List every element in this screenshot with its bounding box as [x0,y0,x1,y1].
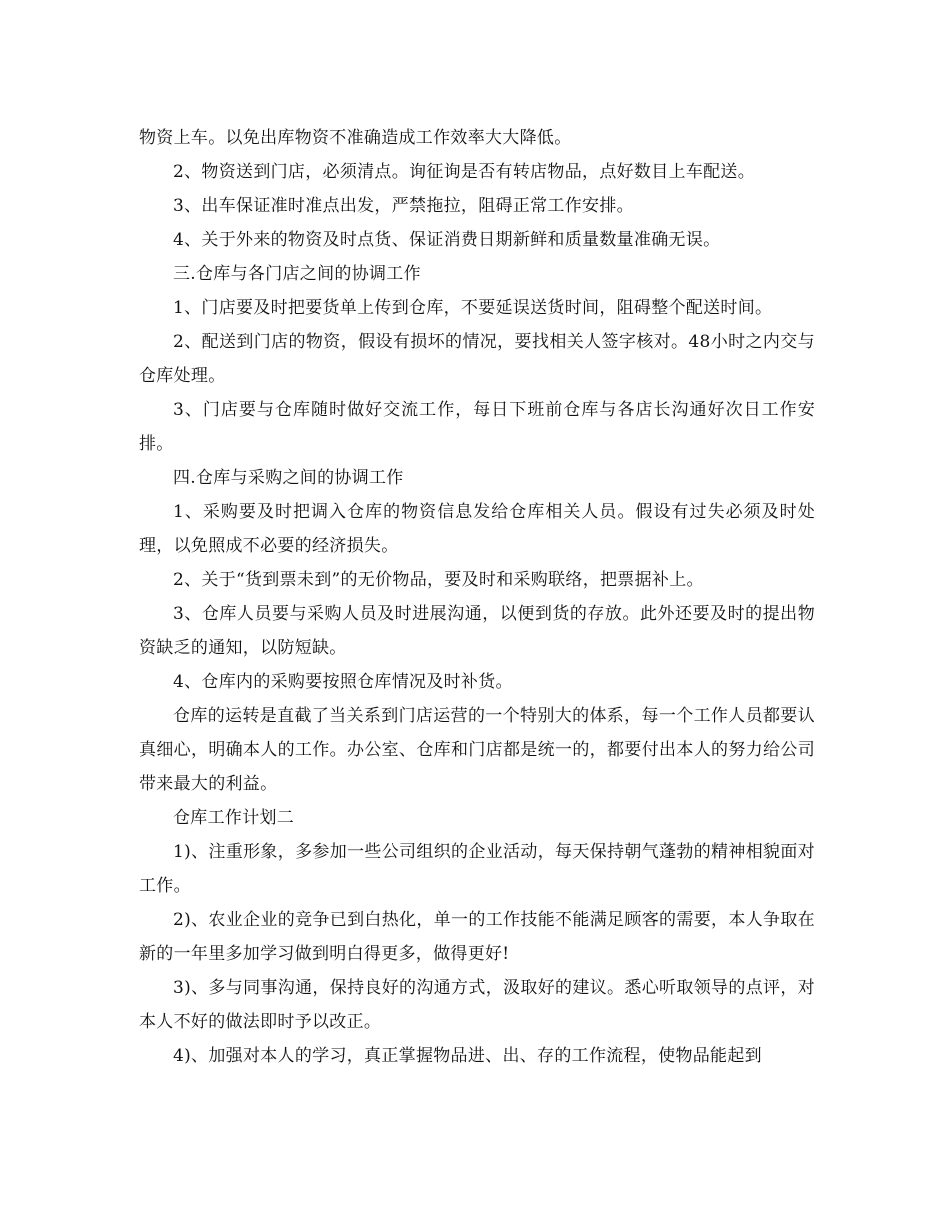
paragraph: 4、仓库内的采购要按照仓库情况及时补货。 [173,672,513,692]
paragraph: 4、关于外来的物资及时点货、保证消费日期新鲜和质量数量准确无误。 [173,230,721,250]
paragraph: 4)、加强对本人的学习，真正掌握物品进、出、存的工作流程，使物品能起到 [173,1046,762,1066]
paragraph: 3)、多与同事沟通，保持良好的沟通方式，汲取好的建议。悉心听取领导的点评，对本人不好的做法即时予以改正。 [139,978,815,1032]
paragraph: 仓库的运转是直截了当关系到门店运营的一个特别大的体系，每一个工作人员都要认真细心，明确本人的工作。办公室、仓库和门店都是统一的，都要付出本人的努力给公司带来最大的利益。 [139,706,815,794]
paragraph: 3、出车保证准时准点出发，严禁拖拉，阻碍正常工作安排。 [173,196,634,216]
paragraph: 1)、注重形象，多参加一些公司组织的企业活动，每天保持朝气蓬勃的精神相貌面对工作。 [139,842,815,896]
paragraph: 3、仓库人员要与采购人员及时进展沟通，以便到货的存放。此外还要及时的提出物资缺乏的通知，以防短缺。 [139,604,815,658]
paragraph: 2、配送到门店的物资，假设有损坏的情况，要找相关人签字核对。48小时之内交与仓库处理。 [139,332,815,386]
paragraph: 物资上车。以免出库物资不准确造成工作效率大大降低。 [139,128,572,148]
section-heading: 仓库工作计划二 [173,808,295,828]
paragraph: 2、关于“货到票未到”的无价物品，要及时和采购联络，把票据补上。 [173,570,704,590]
paragraph: 1、采购要及时把调入仓库的物资信息发给仓库相关人员。假设有过失必须及时处理，以免照成不必要的经济损失。 [139,502,815,556]
paragraph: 2)、农业企业的竞争已到白热化，单一的工作技能不能满足顾客的需要，本人争取在新的一年里多加学习做到明白得更多，做得更好! [139,910,815,964]
paragraph: 1、门店要及时把要货单上传到仓库，不要延误送货时间，阻碍整个配送时间。 [173,298,773,318]
paragraph: 3、门店要与仓库随时做好交流工作，每日下班前仓库与各店长沟通好次日工作安排。 [139,400,815,454]
document-page [139,121,815,1073]
paragraph: 2、物资送到门店，必须清点。询征询是否有转店物品，点好数目上车配送。 [173,162,756,182]
section-heading: 三.仓库与各门店之间的协调工作 [173,264,421,284]
section-heading: 四.仓库与采购之间的协调工作 [173,468,404,488]
